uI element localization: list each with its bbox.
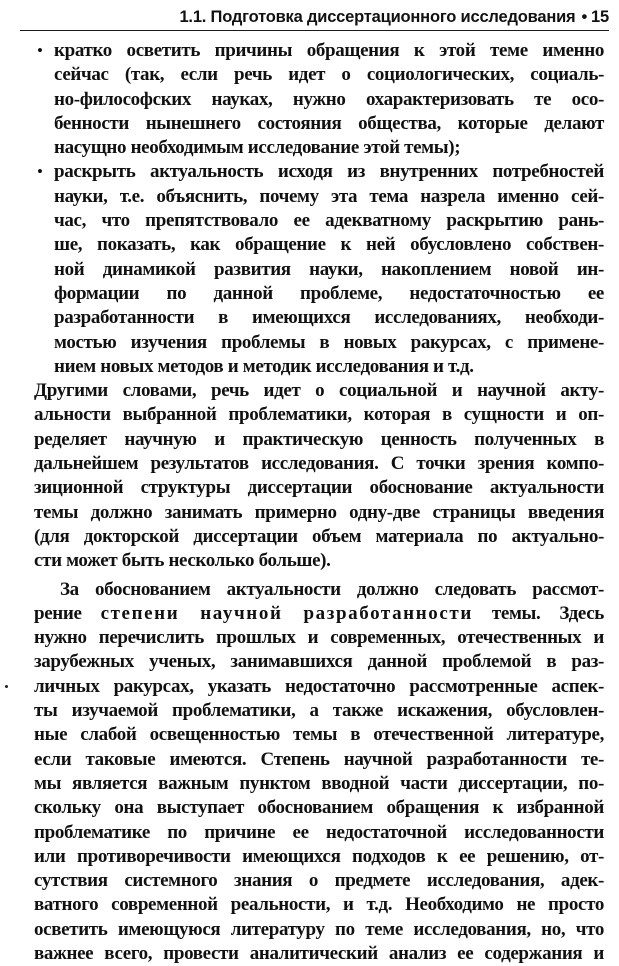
header-section-title: 1.1. Подготовка диссертационного исследования [179, 8, 576, 26]
text-line: ватного современной реальности, и т.д. Необходимо не просто [34, 894, 604, 916]
emphasized-term: степени научной разработанности [100, 602, 473, 624]
bullet-marker: • [37, 162, 43, 182]
text-line: ные слабой освещенностью темы в отечественной литературе, [34, 724, 604, 746]
text-line: или противоречивости имеющихся подходов к ее решению, от- [34, 845, 604, 867]
text-line: кратко осветить причины обращения к этой теме именно [54, 40, 604, 61]
text-line: ты изучаемой проблематики, а также искажения, обусловлен- [34, 700, 604, 722]
text-line: нужно перечислить прошлых и современных, отечественных и [34, 627, 604, 649]
text-line: бенности нынешнего состояния общества, которые делают [54, 112, 604, 134]
bullet-item-2 [34, 160, 604, 379]
text-line: ределяет научную и практическую ценность полученных в [34, 428, 604, 450]
text-line-emphasis [34, 602, 604, 626]
paragraph-elaboration [34, 578, 604, 966]
text-line: Другими словами, речь идет о социальной и научной акту- [34, 380, 604, 402]
page-body [34, 39, 604, 966]
text-line: сти может быть несколько больше). [34, 550, 331, 572]
text-line: науки, т.е. объяснить, почему эта тема назрела именно сей- [54, 185, 604, 207]
text-line: если таковые имеются. Степень научной разработанности те- [34, 748, 604, 770]
text-line: осветить имеющуюся литературу по теме исследования, но, что [34, 918, 604, 940]
bullet-item-1 [34, 39, 604, 160]
text-line: мы является важным пунктом вводной части диссертации, по- [34, 772, 604, 794]
text-line: мостью изучения проблемы в новых ракурсах, с примене- [54, 331, 604, 353]
text-line: раскрыть актуальность исходя из внутренних потребностей [54, 161, 604, 183]
header-bullet: • [581, 8, 588, 26]
page-number: 15 [591, 8, 609, 26]
text-line: формации по данной проблеме, недостаточностью ее [54, 282, 604, 304]
text-line: ше, показать, как обращение к ней обусловлено собствен- [54, 234, 604, 256]
text-run: рение [34, 602, 101, 624]
text-line: проблематике по причине ее недостаточной исследованности [34, 821, 604, 843]
bullet-marker: • [37, 41, 43, 60]
paragraph-relevance [34, 379, 604, 573]
text-line: нием новых методов и методик исследования и т.д. [54, 355, 474, 377]
text-line: темы должно занимать примерно одну-две страницы введения [34, 501, 604, 523]
running-header [20, 4, 609, 31]
text-line: За обоснованием актуальности должно следовать рассмот- [60, 578, 604, 600]
text-line: зиционной структуры диссертации обоснование актуальности [34, 477, 604, 499]
text-line: дальнейшем результатов исследования. С точки зрения компо- [34, 453, 604, 475]
text-line: зарубежных ученых, занимавшихся данной проблемой в раз- [34, 651, 604, 673]
text-line: сейчас (так, если речь идет о социологических, социаль- [54, 64, 604, 86]
text-line: альности выбранной проблематики, которая в сущности и оп- [34, 404, 604, 426]
text-line: (для докторской диссертации объем материала по актуально- [34, 525, 604, 547]
text-line: час, что препятствовало ее адекватному раскрытию рань- [54, 210, 604, 232]
text-line: скольку она выступает обоснованием обращения к избранной [34, 797, 604, 819]
text-run: темы. Здесь [472, 602, 604, 624]
scan-speck [5, 685, 8, 688]
text-line: но-философских науках, нужно охарактеризовать те осо- [54, 88, 604, 110]
text-line: важнее всего, провести аналитический анализ ее содержания и [34, 942, 604, 964]
text-line: сутствия системного знания о предмете исследования, адек- [34, 870, 604, 892]
text-line: насущно необходимым исследование этой темы); [54, 137, 461, 159]
text-line: разработанности в имеющихся исследованиях, необходи- [54, 307, 604, 329]
text-line: личных ракурсах, указать недостаточно рассмотренные аспек- [34, 675, 604, 697]
text-line: ной динамикой развития науки, накоплением новой ин- [54, 258, 604, 280]
